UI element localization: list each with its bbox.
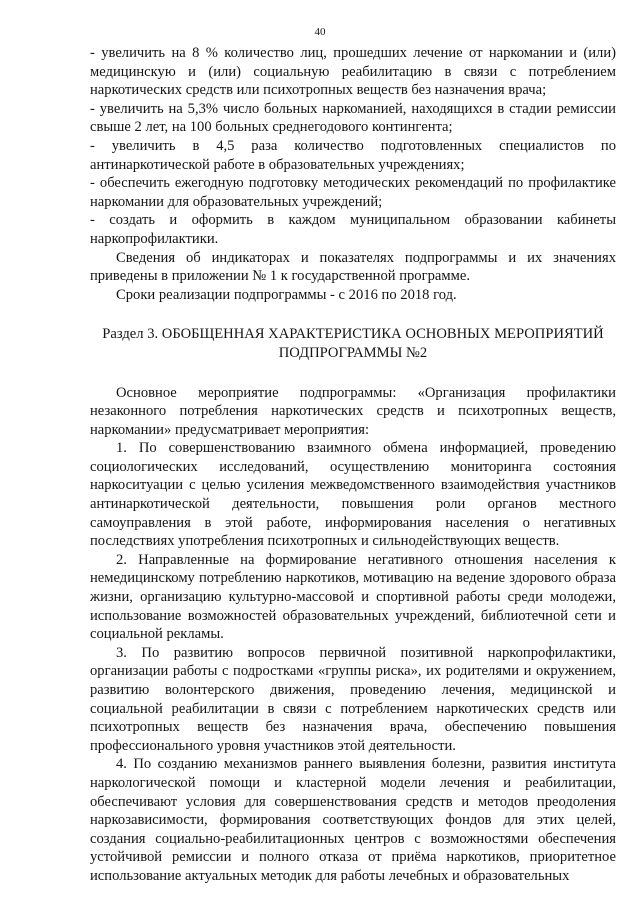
page-number: 40	[314, 26, 326, 38]
bullet-item: - увеличить на 8 % количество лиц, прошедших лечение от наркомании и (или) медицинскую и (или) социальную реабилитацию в связи с потреблением наркотических средств или психотропных веществ без назначения врача;	[90, 45, 616, 99]
measure-item: 3. По развитию вопросов первичной позитивной наркопрофилактики, организации работы с подростками «группы риска», их родителями и окружением, развитию волонтерского движения, проведению лечения, медицинской и социальной реабилитации в связи с потреблением наркотических средств или психотропных веществ без назначения врача, обеспечению повышения профессионального уровня участников этой деятельности.	[90, 644, 616, 754]
measure-item: 4. По созданию механизмов раннего выявления болезни, развития института наркологической помощи и кластерной модели лечения и реабилитации, обеспечивают условия для совершенствования средств и методов преодоления наркозависимости, формирования соответствующих фондов для этих целей, создания социально-реабилитационных центров с возможностями обеспечения устойчивой ремиссии и полного отказа от приёма наркотиков, приоритетное использование актуальных методик для работы лечебных и образовательных	[90, 756, 616, 884]
measure-item: 2. Направленные на формирование негативного отношения населения к немедицинскому потреблению наркотиков, мотивацию на ведение здорового образа жизни, организацию культурно-массовой и спортивной работы среди молодежи, использование возможностей образовательных учреждений, библиотечной сети и социальной рекламы.	[90, 551, 616, 643]
section-heading: Раздел 3. ОБОБЩЕННАЯ ХАРАКТЕРИСТИКА ОСНОВНЫХ МЕРОПРИЯТИЙ ПОДПРОГРАММЫ №2	[102, 326, 604, 361]
page-content	[90, 44, 616, 886]
bullet-item: - увеличить в 4,5 раза количество подготовленных специалистов по антинаркотической работе в образовательных учреждениях;	[90, 137, 616, 173]
bullet-item: - создать и оформить в каждом муниципальном образовании кабинеты наркопрофилактики.	[90, 212, 616, 247]
bullet-item: - обеспечить ежегодную подготовку методических рекомендаций по профилактике наркомании для образовательных учреждений;	[90, 175, 616, 210]
indicators-paragraph: Сведения об индикаторах и показателях подпрограммы и их значениях приведены в приложении № 1 к государственной программе.	[90, 249, 616, 285]
terms-paragraph: Сроки реализации подпрограммы - с 2016 по 2018 год.	[116, 286, 457, 303]
bullet-item: - увеличить на 5,3% число больных наркоманией, находящихся в стадии ремиссии свыше 2 лет, на 100 больных среднегодового контингента;	[90, 100, 616, 136]
measure-item: 1. По совершенствованию взаимного обмена информацией, проведению социологических исследований, осуществлению мониторинга состояния наркоситуации с целью усиления межведомственного взаимодействия участников антинаркотической деятельности, повышения роли органов местного самоуправления в этой работе, информирования населения о негативных последствиях употребления психотропных и сильнодействующих веществ.	[90, 440, 616, 550]
intro-paragraph: Основное мероприятие подпрограммы: «Организация профилактики незаконного потребления наркотических средств и психотропных веществ, наркомании» предусматривает мероприятия:	[90, 384, 616, 438]
